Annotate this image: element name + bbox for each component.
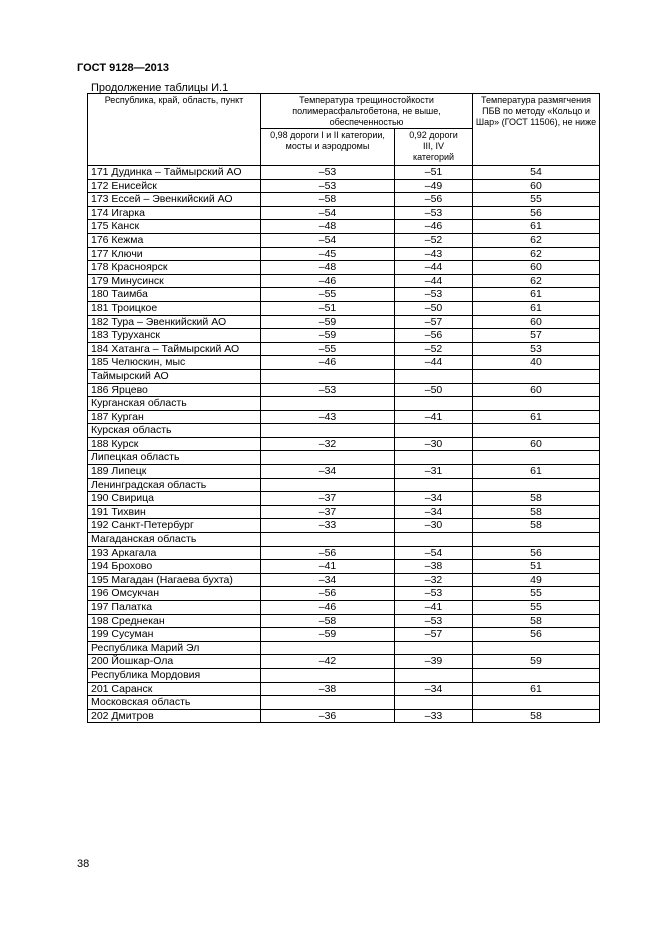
temp-098-cell: –54 — [261, 233, 395, 247]
soft-temp-cell: 61 — [473, 288, 600, 302]
region-cell: 193 Аркагала — [88, 546, 261, 560]
temp-098-cell: –41 — [261, 560, 395, 574]
temp-098-cell: –33 — [261, 519, 395, 533]
soft-temp-cell — [473, 696, 600, 710]
region-cell: 194 Брохово — [88, 560, 261, 574]
temp-098-cell — [261, 478, 395, 492]
table-row — [88, 220, 600, 234]
temp-092-cell — [395, 451, 473, 465]
region-cell: Республика Марий Эл — [88, 641, 261, 655]
temp-098-cell: –51 — [261, 301, 395, 315]
temp-098-cell — [261, 451, 395, 465]
temp-098-cell: –38 — [261, 682, 395, 696]
temp-092-cell: –38 — [395, 560, 473, 574]
table-row — [88, 247, 600, 261]
temp-092-cell: –52 — [395, 342, 473, 356]
temp-098-cell — [261, 424, 395, 438]
temp-098-cell — [261, 369, 395, 383]
header-098: 0,98 дороги I и II категории, мосты и аэродромы — [261, 129, 395, 166]
soft-temp-cell: 61 — [473, 220, 600, 234]
temp-092-cell — [395, 369, 473, 383]
table-row — [88, 329, 600, 343]
region-cell: 191 Тихвин — [88, 505, 261, 519]
temp-092-cell: –56 — [395, 193, 473, 207]
temp-092-cell: –39 — [395, 655, 473, 669]
soft-temp-cell — [473, 397, 600, 411]
soft-temp-cell — [473, 424, 600, 438]
table-row — [88, 465, 600, 479]
temp-098-cell: –45 — [261, 247, 395, 261]
temp-092-cell: –44 — [395, 261, 473, 275]
region-cell: Курская область — [88, 424, 261, 438]
soft-temp-cell: 60 — [473, 315, 600, 329]
temp-092-cell: –30 — [395, 437, 473, 451]
temp-092-cell — [395, 397, 473, 411]
region-cell: Московская область — [88, 696, 261, 710]
table-row — [88, 206, 600, 220]
temp-092-cell: –51 — [395, 166, 473, 180]
region-cell: 188 Курск — [88, 437, 261, 451]
region-cell: 199 Сусуман — [88, 628, 261, 642]
region-cell: Таймырский АО — [88, 369, 261, 383]
temp-092-cell: –50 — [395, 301, 473, 315]
table-row — [88, 301, 600, 315]
table-row — [88, 546, 600, 560]
table-row — [88, 233, 600, 247]
temp-098-cell: –32 — [261, 437, 395, 451]
table-row — [88, 288, 600, 302]
soft-temp-cell: 55 — [473, 601, 600, 615]
soft-temp-cell: 62 — [473, 233, 600, 247]
table-row — [88, 519, 600, 533]
region-cell: 200 Йошкар-Ола — [88, 655, 261, 669]
region-cell: 175 Канск — [88, 220, 261, 234]
temp-098-cell: –48 — [261, 220, 395, 234]
table-row — [88, 601, 600, 615]
temp-098-cell: –56 — [261, 587, 395, 601]
page-number: 38 — [77, 858, 90, 870]
temp-098-cell: –59 — [261, 628, 395, 642]
table-row — [88, 369, 600, 383]
soft-temp-cell: 61 — [473, 682, 600, 696]
soft-temp-cell: 62 — [473, 274, 600, 288]
temp-098-cell: –48 — [261, 261, 395, 275]
region-cell: 177 Ключи — [88, 247, 261, 261]
soft-temp-cell: 60 — [473, 437, 600, 451]
soft-temp-cell: 61 — [473, 301, 600, 315]
temp-098-cell — [261, 668, 395, 682]
region-cell: Липецкая область — [88, 451, 261, 465]
temp-098-cell: –59 — [261, 315, 395, 329]
temp-092-cell: –41 — [395, 410, 473, 424]
temp-098-cell — [261, 397, 395, 411]
table-row — [88, 166, 600, 180]
temp-092-cell: –56 — [395, 329, 473, 343]
table-row — [88, 451, 600, 465]
temp-092-cell: –34 — [395, 682, 473, 696]
region-cell: 183 Туруханск — [88, 329, 261, 343]
table-row — [88, 424, 600, 438]
temp-092-cell: –41 — [395, 601, 473, 615]
soft-temp-cell: 58 — [473, 614, 600, 628]
temp-092-cell: –33 — [395, 709, 473, 723]
soft-temp-cell: 58 — [473, 519, 600, 533]
soft-temp-cell — [473, 478, 600, 492]
region-cell: 172 Енисейск — [88, 179, 261, 193]
region-cell: 201 Саранск — [88, 682, 261, 696]
temp-092-cell: –31 — [395, 465, 473, 479]
soft-temp-cell: 56 — [473, 628, 600, 642]
temp-092-cell: –52 — [395, 233, 473, 247]
region-cell: 173 Ессей – Эвенкийский АО — [88, 193, 261, 207]
region-cell: 184 Хатанга – Таймырский АО — [88, 342, 261, 356]
temp-098-cell: –58 — [261, 193, 395, 207]
temp-092-cell — [395, 424, 473, 438]
table-row — [88, 478, 600, 492]
temp-092-cell: –53 — [395, 206, 473, 220]
soft-temp-cell: 60 — [473, 261, 600, 275]
temp-098-cell — [261, 641, 395, 655]
region-cell: 186 Ярцево — [88, 383, 261, 397]
temp-098-cell: –46 — [261, 274, 395, 288]
table-row — [88, 505, 600, 519]
soft-temp-cell — [473, 451, 600, 465]
temp-092-cell: –49 — [395, 179, 473, 193]
soft-temp-cell: 56 — [473, 206, 600, 220]
soft-temp-cell: 57 — [473, 329, 600, 343]
table-row — [88, 668, 600, 682]
temp-098-cell: –34 — [261, 465, 395, 479]
region-cell: 185 Челюскин, мыс — [88, 356, 261, 370]
region-cell: 187 Курган — [88, 410, 261, 424]
soft-temp-cell — [473, 668, 600, 682]
table-row — [88, 614, 600, 628]
region-cell: 181 Троицкое — [88, 301, 261, 315]
temp-092-cell: –57 — [395, 628, 473, 642]
table-row — [88, 682, 600, 696]
temp-098-cell: –42 — [261, 655, 395, 669]
document-header: ГОСТ 9128—2013 — [77, 62, 170, 74]
soft-temp-cell: 55 — [473, 587, 600, 601]
temp-098-cell: –56 — [261, 546, 395, 560]
temp-098-cell: –46 — [261, 356, 395, 370]
soft-temp-cell: 40 — [473, 356, 600, 370]
temp-092-cell: –46 — [395, 220, 473, 234]
table-row — [88, 533, 600, 547]
region-cell: 202 Дмитров — [88, 709, 261, 723]
soft-temp-cell: 58 — [473, 505, 600, 519]
table-row — [88, 179, 600, 193]
table-row — [88, 492, 600, 506]
table-row — [88, 356, 600, 370]
region-cell: 174 Игарка — [88, 206, 261, 220]
soft-temp-cell: 54 — [473, 166, 600, 180]
temp-092-cell — [395, 668, 473, 682]
region-cell: 189 Липецк — [88, 465, 261, 479]
soft-temp-cell: 56 — [473, 546, 600, 560]
header-region: Республика, край, область, пункт — [88, 94, 261, 166]
temp-092-cell: –50 — [395, 383, 473, 397]
region-cell: 171 Дудинка – Таймырский АО — [88, 166, 261, 180]
region-cell: 179 Минусинск — [88, 274, 261, 288]
soft-temp-cell: 61 — [473, 465, 600, 479]
table-row — [88, 437, 600, 451]
soft-temp-cell: 62 — [473, 247, 600, 261]
temp-092-cell — [395, 696, 473, 710]
table-row — [88, 274, 600, 288]
temp-092-cell: –34 — [395, 492, 473, 506]
soft-temp-cell — [473, 533, 600, 547]
soft-temp-cell: 58 — [473, 492, 600, 506]
temp-098-cell: –37 — [261, 492, 395, 506]
temp-098-cell: –55 — [261, 342, 395, 356]
soft-temp-cell: 49 — [473, 573, 600, 587]
temp-092-cell: –53 — [395, 614, 473, 628]
temp-092-cell: –30 — [395, 519, 473, 533]
region-cell: 176 Кежма — [88, 233, 261, 247]
region-cell: 198 Среднекан — [88, 614, 261, 628]
soft-temp-cell: 55 — [473, 193, 600, 207]
table-row — [88, 628, 600, 642]
header-092: 0,92 дороги III, IV категорий — [395, 129, 473, 166]
region-cell: Ленинградская область — [88, 478, 261, 492]
region-cell: Республика Мордовия — [88, 668, 261, 682]
table-row — [88, 342, 600, 356]
table-row — [88, 696, 600, 710]
temp-092-cell: –43 — [395, 247, 473, 261]
table-row — [88, 641, 600, 655]
soft-temp-cell — [473, 641, 600, 655]
table-row — [88, 261, 600, 275]
table-row — [88, 573, 600, 587]
header-soft-temp: Температура размягчения ПБВ по методу «Кольцо и Шар» (ГОСТ 11506), не ниже — [473, 94, 600, 166]
soft-temp-cell: 53 — [473, 342, 600, 356]
temp-098-cell: –34 — [261, 573, 395, 587]
temp-098-cell: –46 — [261, 601, 395, 615]
region-cell: Курганская область — [88, 397, 261, 411]
soft-temp-cell: 58 — [473, 709, 600, 723]
temp-098-cell: –59 — [261, 329, 395, 343]
table-row — [88, 410, 600, 424]
soft-temp-cell — [473, 369, 600, 383]
table-row — [88, 587, 600, 601]
table-row — [88, 315, 600, 329]
temp-098-cell: –53 — [261, 166, 395, 180]
table-caption: Продолжение таблицы И.1 — [91, 82, 229, 94]
table-row — [88, 709, 600, 723]
region-cell: 196 Омсукчан — [88, 587, 261, 601]
temp-092-cell: –32 — [395, 573, 473, 587]
region-cell: 182 Тура – Эвенкийский АО — [88, 315, 261, 329]
temp-092-cell: –54 — [395, 546, 473, 560]
temp-092-cell: –53 — [395, 587, 473, 601]
temp-098-cell — [261, 533, 395, 547]
temp-092-cell: –57 — [395, 315, 473, 329]
temp-092-cell: –44 — [395, 274, 473, 288]
region-cell: 180 Таимба — [88, 288, 261, 302]
temp-092-cell — [395, 533, 473, 547]
soft-temp-cell: 59 — [473, 655, 600, 669]
data-table — [87, 93, 600, 723]
temp-098-cell: –37 — [261, 505, 395, 519]
temp-098-cell: –54 — [261, 206, 395, 220]
temp-098-cell: –36 — [261, 709, 395, 723]
header-crack-temp: Температура трещиностойкости полимерасфальтобетона, не выше, обеспеченностью — [261, 94, 473, 129]
soft-temp-cell: 60 — [473, 179, 600, 193]
region-cell: Магаданская область — [88, 533, 261, 547]
table-row — [88, 655, 600, 669]
temp-092-cell: –44 — [395, 356, 473, 370]
region-cell: 195 Магадан (Нагаева бухта) — [88, 573, 261, 587]
region-cell: 192 Санкт-Петербург — [88, 519, 261, 533]
temp-092-cell — [395, 641, 473, 655]
temp-098-cell: –53 — [261, 383, 395, 397]
region-cell: 178 Красноярск — [88, 261, 261, 275]
temp-098-cell: –53 — [261, 179, 395, 193]
region-cell: 197 Палатка — [88, 601, 261, 615]
temp-092-cell: –34 — [395, 505, 473, 519]
temp-098-cell: –43 — [261, 410, 395, 424]
temp-092-cell: –53 — [395, 288, 473, 302]
temp-098-cell: –55 — [261, 288, 395, 302]
soft-temp-cell: 61 — [473, 410, 600, 424]
table-row — [88, 193, 600, 207]
temp-098-cell: –58 — [261, 614, 395, 628]
temp-092-cell — [395, 478, 473, 492]
region-cell: 190 Свирица — [88, 492, 261, 506]
table-row — [88, 560, 600, 574]
soft-temp-cell: 51 — [473, 560, 600, 574]
table-row — [88, 383, 600, 397]
table-row — [88, 397, 600, 411]
soft-temp-cell: 60 — [473, 383, 600, 397]
temp-098-cell — [261, 696, 395, 710]
